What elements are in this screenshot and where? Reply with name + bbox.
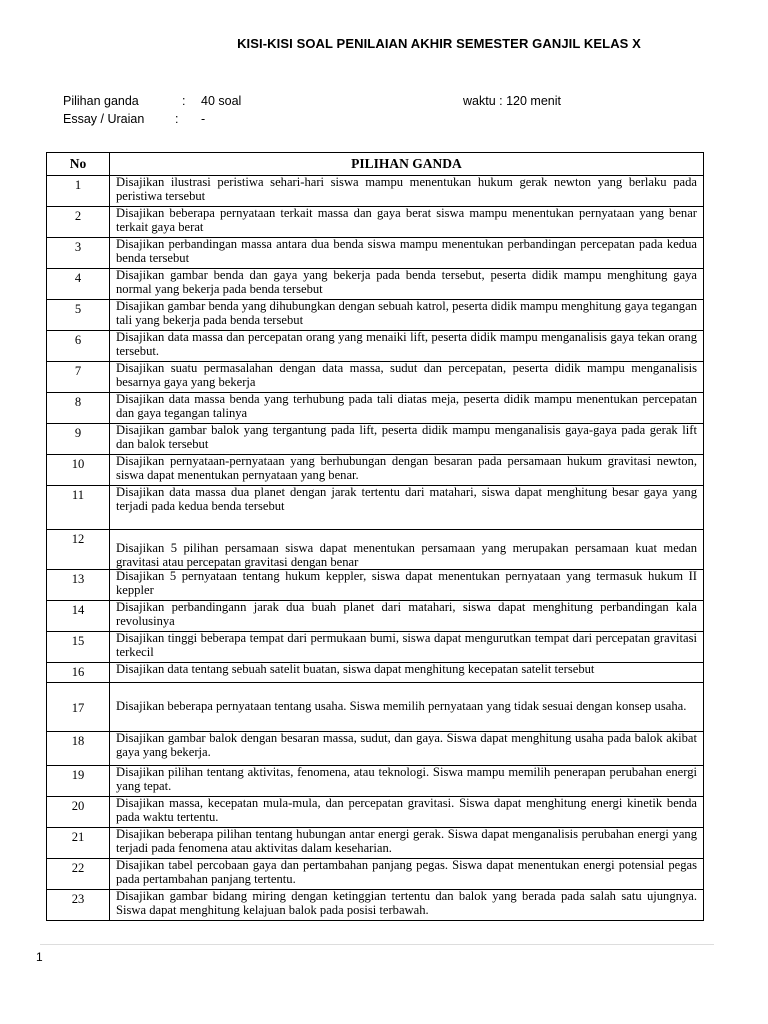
- row-description: Disajikan perbandingann jarak dua buah planet dari matahari, siswa dapat menghitung perbandingan kala revolusinya: [110, 601, 704, 632]
- row-number: 7: [47, 362, 110, 393]
- row-description: Disajikan gambar balok yang tergantung pada lift, peserta didik mampu menganalisis gaya-gaya pada gerak lift dan balok tersebut: [110, 424, 704, 455]
- row-number: 1: [47, 176, 110, 207]
- table-row: [47, 269, 704, 300]
- row-description: Disajikan gambar benda yang dihubungkan dengan sebuah katrol, peserta didik mampu menghitung gaya tegangan tali yang bekerja pada benda tersebut: [110, 300, 704, 331]
- table-row: [47, 331, 704, 362]
- essay-colon: :: [175, 112, 179, 126]
- row-description: Disajikan beberapa pilihan tentang hubungan antar energi gerak. Siswa dapat menganalisis perubahan energi yang terjadi pada fenomena atau aktivitas dalam keseharian.: [110, 828, 704, 859]
- row-description: Disajikan gambar benda dan gaya yang bekerja pada benda tersebut, peserta didik mampu menghitung gaya normal yang bekerja pada benda tersebut: [110, 269, 704, 300]
- row-number: 23: [47, 890, 110, 921]
- page-number: 1: [36, 950, 43, 964]
- row-description: Disajikan tabel percobaan gaya dan pertambahan panjang pegas. Siswa dapat menentukan energi potensial pegas pada pertambahan panjang tertentu.: [110, 859, 704, 890]
- row-number: 21: [47, 828, 110, 859]
- header-pilihan-ganda: PILIHAN GANDA: [110, 153, 704, 176]
- table-row: [47, 176, 704, 207]
- row-description: Disajikan massa, kecepatan mula-mula, dan percepatan gravitasi. Siswa dapat menghitung energi kinetik benda pada waktu tertentu.: [110, 797, 704, 828]
- row-description: Disajikan ilustrasi peristiwa sehari-hari siswa mampu menentukan hukum gerak newton yang berlaku pada peristiwa tersebut: [110, 176, 704, 207]
- row-description: Disajikan gambar balok dengan besaran massa, sudut, dan gaya. Siswa dapat menghitung usaha pada balok akibat gaya yang bekerja.: [110, 732, 704, 766]
- pg-colon: :: [182, 94, 186, 108]
- row-number: 3: [47, 238, 110, 269]
- essay-value: -: [201, 112, 206, 126]
- table-row: [47, 530, 704, 570]
- row-number: 17: [47, 683, 110, 732]
- essay-label: Essay / Uraian: [63, 112, 145, 126]
- pg-label: Pilihan ganda: [63, 94, 139, 108]
- table-row: [47, 207, 704, 238]
- row-description: Disajikan beberapa pernyataan terkait massa dan gaya berat siswa mampu menentukan pernyataan yang benar terkait gaya berat: [110, 207, 704, 238]
- table-row: [47, 663, 704, 683]
- row-description: Disajikan 5 pilihan persamaan siswa dapat menentukan persamaan yang merupakan persamaan kuat medan gravitasi atau percepatan gravitasi dengan benar: [110, 530, 704, 570]
- footer-divider: [40, 944, 714, 945]
- row-number: 9: [47, 424, 110, 455]
- table-row: [47, 766, 704, 797]
- table-row: [47, 424, 704, 455]
- row-number: 13: [47, 570, 110, 601]
- row-description: Disajikan data massa dan percepatan orang yang menaiki lift, peserta didik mampu menganalisis gaya tekan orang tersebut.: [110, 331, 704, 362]
- row-number: 22: [47, 859, 110, 890]
- table-row: [47, 362, 704, 393]
- table-row: [47, 632, 704, 663]
- row-number: 12: [47, 530, 110, 570]
- kisi-kisi-table: [46, 152, 704, 921]
- row-description: Disajikan tinggi beberapa tempat dari permukaan bumi, siswa dapat mengurutkan tempat dari percepatan gravitasi terkecil: [110, 632, 704, 663]
- table-row: [47, 486, 704, 530]
- row-description: Disajikan pernyataan-pernyataan yang berhubungan dengan besaran pada persamaan hukum gravitasi newton, siswa dapat menentukan pernyataan yang benar.: [110, 455, 704, 486]
- table-row: [47, 300, 704, 331]
- row-description: Disajikan suatu permasalahan dengan data massa, sudut dan percepatan, peserta didik mampu menganalisis besarnya gaya yang bekerja: [110, 362, 704, 393]
- pg-value: 40 soal: [201, 94, 242, 108]
- row-number: 14: [47, 601, 110, 632]
- row-number: 4: [47, 269, 110, 300]
- waktu-text: waktu : 120 menit: [463, 94, 561, 108]
- row-number: 15: [47, 632, 110, 663]
- row-number: 8: [47, 393, 110, 424]
- row-description: Disajikan data massa benda yang terhubung pada tali diatas meja, peserta didik mampu menentukan percepatan dan gaya tegangan talinya: [110, 393, 704, 424]
- table-row: [47, 570, 704, 601]
- row-number: 2: [47, 207, 110, 238]
- table-row: [47, 828, 704, 859]
- row-number: 11: [47, 486, 110, 530]
- table-row: [47, 393, 704, 424]
- row-number: 18: [47, 732, 110, 766]
- table-row: [47, 601, 704, 632]
- row-description: Disajikan gambar bidang miring dengan ketinggian tertentu dan balok yang berada pada salah satu ujungnya. Siswa dapat menghitung kelajuan balok pada posisi terbawah.: [110, 890, 704, 921]
- row-number: 20: [47, 797, 110, 828]
- table-row: [47, 859, 704, 890]
- table-header-row: [47, 153, 704, 176]
- row-number: 16: [47, 663, 110, 683]
- table-row: [47, 683, 704, 732]
- row-description: Disajikan data massa dua planet dengan jarak tertentu dari matahari, siswa dapat menghitung besar gaya yang terjadi pada kedua benda tersebut: [110, 486, 704, 530]
- table-row: [47, 732, 704, 766]
- table-row: [47, 890, 704, 921]
- row-description: Disajikan 5 pernyataan tentang hukum keppler, siswa dapat menentukan pernyataan yang termasuk hukum II keppler: [110, 570, 704, 601]
- row-number: 6: [47, 331, 110, 362]
- row-number: 19: [47, 766, 110, 797]
- table-row: [47, 797, 704, 828]
- row-number: 10: [47, 455, 110, 486]
- row-description: Disajikan data tentang sebuah satelit buatan, siswa dapat menghitung kecepatan satelit tersebut: [110, 663, 704, 683]
- table-row: [47, 238, 704, 269]
- row-number: 5: [47, 300, 110, 331]
- row-description: Disajikan perbandingan massa antara dua benda siswa mampu menentukan perbandingan percepatan pada kedua benda tersebut: [110, 238, 704, 269]
- row-description: Disajikan beberapa pernyataan tentang usaha. Siswa memilih pernyataan yang tidak sesuai dengan konsep usaha.: [110, 683, 704, 732]
- table-row: [47, 455, 704, 486]
- header-no: No: [47, 153, 110, 176]
- row-description: Disajikan pilihan tentang aktivitas, fenomena, atau teknologi. Siswa mampu memilih penerapan perubahan energi yang tepat.: [110, 766, 704, 797]
- document-title: KISI-KISI SOAL PENILAIAN AKHIR SEMESTER GANJIL KELAS X: [237, 36, 641, 51]
